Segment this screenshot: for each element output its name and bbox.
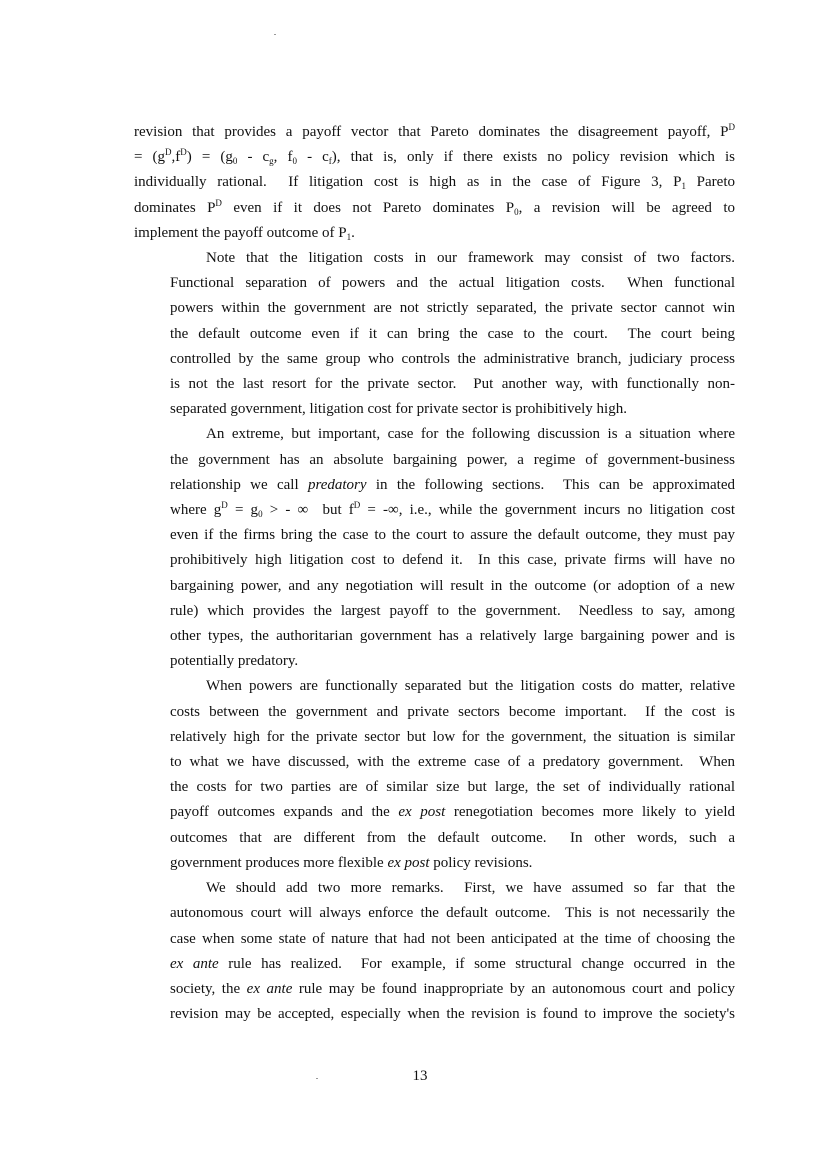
paragraph [134, 674, 735, 876]
text-line: to what we have discussed, with the extreme case of a predatory government. When [170, 754, 735, 771]
body-text [134, 120, 735, 1027]
text-line: potentially predatory. [170, 653, 299, 670]
text-line: dominates $P^D$ even if it does not Pareto dominates $P_0$, a revision will be agreed to [134, 197, 735, 217]
text-line: case when some state of nature that had not been anticipated at the time of choosing the [170, 930, 735, 947]
text-line: prohibitively high litigation cost to defend it. In this case, private firms will have no [170, 552, 735, 569]
scan-speck [274, 34, 276, 35]
page-number: 13 [412, 1068, 428, 1084]
paragraph [134, 246, 735, 422]
text-line: outcomes that are different from the default outcome. In other words, such a [170, 829, 735, 846]
text-line: separated government, litigation cost for private sector is prohibitively high. [170, 401, 627, 418]
text-line: revision that provides a payoff vector that Pareto dominates the disagreement payoff, $P^D$ [134, 122, 735, 140]
text-line: the costs for two parties are of similar size but large, the set of individually rational [170, 779, 735, 796]
text-line: individually rational. If litigation cost is high as in the case of Figure 3, $P_1$ Pareto [134, 174, 735, 192]
text-line: society, the ex ante rule may be found inappropriate by an autonomous court and policy [170, 980, 735, 997]
text-line: revision may be accepted, especially when the revision is found to improve the society's [170, 1006, 735, 1023]
text-line: payoff outcomes expands and the ex post renegotiation becomes more likely to yield [170, 804, 735, 821]
text-line: We should add two more remarks. First, we have assumed so far that the [206, 880, 735, 897]
text-line: the government has an absolute bargaining power, a regime of government-business [170, 451, 735, 468]
paragraph [134, 120, 735, 246]
text-line: Note that the litigation costs in our framework may consist of two factors. [206, 250, 735, 267]
text-line: Functional separation of powers and the actual litigation costs. When functional [170, 275, 735, 292]
text-line: powers within the government are not strictly separated, the private sector cannot win [170, 300, 735, 317]
text-line: relationship we call predatory in the following sections. This can be approximated [170, 476, 735, 493]
paragraph [134, 876, 735, 1027]
text-line: ex ante rule has realized. For example, if some structural change occurred in the [170, 955, 735, 972]
text-line: An extreme, but important, case for the following discussion is a situation where [206, 426, 735, 443]
text-line: autonomous court will always enforce the default outcome. This is not necessarily the [170, 905, 735, 922]
text-line: rule) which provides the largest payoff to the government. Needless to say, among [170, 602, 735, 619]
scan-speck [316, 1078, 318, 1079]
text-line: where $g^D = g_0$ > - ∞ but $f^D$ = -∞, i.e., while the government incurs no litigation cost [170, 500, 735, 520]
text-line: relatively high for the private sector but low for the government, the situation is similar [170, 728, 735, 745]
text-line: is not the last resort for the private sector. Put another way, with functionally non- [170, 376, 735, 393]
text-line: controlled by the same group who controls the administrative branch, judiciary process [170, 350, 735, 367]
text-line: implement the payoff outcome of $P_1$. [134, 224, 355, 242]
text-line: When powers are functionally separated but the litigation costs do matter, relative [206, 678, 735, 695]
text-line: = $(g^D,f^D) = (g_0 - c_g$, $f_0 - c_f$), that is, only if there exists no policy revision which is [134, 147, 735, 167]
text-line: government produces more flexible ex post policy revisions. [170, 854, 533, 871]
text-line: costs between the government and private sectors become important. If the cost is [170, 703, 735, 720]
text-line: bargaining power, and any negotiation will result in the outcome (or adoption of a new [170, 577, 735, 594]
text-line: even if the firms bring the case to the court to assure the default outcome, they must pay [170, 527, 735, 544]
text-line: the default outcome even if it can bring the case to the court. The court being [170, 325, 735, 342]
paragraph [134, 422, 735, 674]
text-line: other types, the authoritarian government has a relatively large bargaining power and is [170, 628, 735, 645]
